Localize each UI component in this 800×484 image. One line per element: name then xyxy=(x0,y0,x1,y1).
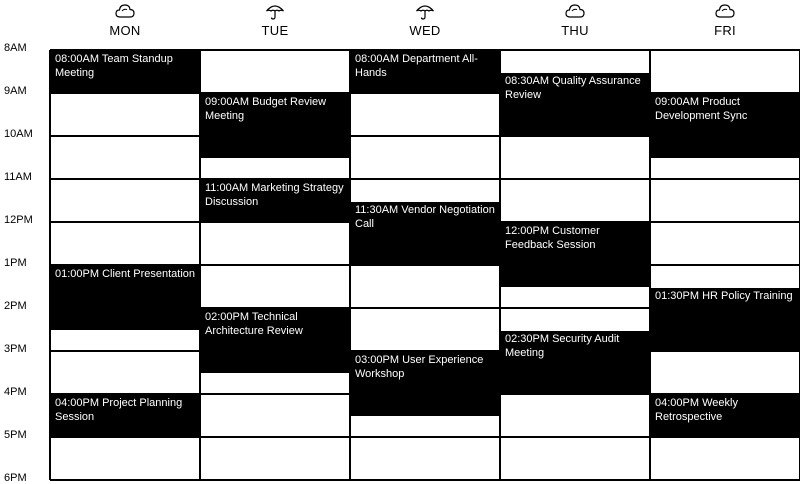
time-label: 10AM xyxy=(4,128,33,140)
event-block[interactable] xyxy=(351,51,500,93)
day-label: MON xyxy=(109,23,141,38)
cloud-icon xyxy=(565,2,585,20)
time-label: 2PM xyxy=(4,300,27,312)
event-title: 12:00PM Customer Feedback Session xyxy=(505,225,600,251)
event-title: 08:30AM Quality Assurance Review xyxy=(505,74,641,101)
event-block[interactable] xyxy=(201,309,350,373)
time-label: 12PM xyxy=(4,214,33,226)
calendar-grid xyxy=(50,50,800,480)
time-label: 8AM xyxy=(4,42,27,54)
event-title: 01:30PM HR Policy Training xyxy=(655,289,793,302)
calendar-header xyxy=(0,0,800,50)
event-block[interactable] xyxy=(501,223,650,287)
time-label: 4PM xyxy=(4,386,27,398)
event-block[interactable] xyxy=(351,202,500,266)
cloud-icon xyxy=(715,2,735,20)
day-header-mon xyxy=(50,0,200,50)
time-label: 5PM xyxy=(4,429,27,441)
day-label: WED xyxy=(409,23,441,38)
event-block[interactable] xyxy=(651,288,800,352)
event-title: 09:00AM Budget Review Meeting xyxy=(205,96,327,122)
day-label: FRI xyxy=(714,23,736,38)
event-title: 03:00PM User Experience Workshop xyxy=(355,354,484,380)
cloud-icon xyxy=(115,2,135,20)
day-header-wed xyxy=(350,0,500,50)
event-title: 08:00AM Department All-Hands xyxy=(355,53,478,79)
event-block[interactable] xyxy=(501,331,650,395)
time-column xyxy=(0,0,50,484)
umbrella-icon xyxy=(415,2,435,20)
event-title: 11:30AM Vendor Negotiation Call xyxy=(355,203,495,230)
event-title: 04:00PM Weekly Retrospective xyxy=(655,397,738,423)
event-title: 04:00PM Project Planning Session xyxy=(55,397,183,423)
event-block[interactable] xyxy=(51,266,200,330)
time-label: 6PM xyxy=(4,472,27,484)
event-title: 09:00AM Product Development Sync xyxy=(655,96,748,122)
day-header-thu xyxy=(500,0,650,50)
day-header-fri xyxy=(650,0,800,50)
time-label: 3PM xyxy=(4,343,27,355)
event-block[interactable] xyxy=(651,94,800,158)
time-label: 11AM xyxy=(4,171,32,183)
event-title: 11:00AM Marketing Strategy Discussion xyxy=(205,182,344,208)
time-label: 9AM xyxy=(4,85,27,97)
event-block[interactable] xyxy=(51,395,200,437)
event-title: 02:30PM Security Audit Meeting xyxy=(505,332,620,359)
event-block[interactable] xyxy=(51,51,200,93)
day-label: TUE xyxy=(261,23,289,38)
hour-gridline xyxy=(50,178,800,180)
event-block[interactable] xyxy=(201,94,350,158)
event-block[interactable] xyxy=(651,395,800,437)
day-header-tue xyxy=(200,0,350,50)
event-block[interactable] xyxy=(501,73,650,137)
event-block[interactable] xyxy=(351,352,500,416)
day-label: THU xyxy=(561,23,589,38)
hour-gridline xyxy=(50,479,800,481)
event-title: 01:00PM Client Presentation xyxy=(55,268,196,280)
event-title: 02:00PM Technical Architecture Review xyxy=(205,311,303,337)
time-label: 1PM xyxy=(4,257,27,269)
event-title: 08:00AM Team Standup Meeting xyxy=(55,53,173,79)
event-block[interactable] xyxy=(201,180,350,222)
umbrella-icon xyxy=(265,2,285,20)
